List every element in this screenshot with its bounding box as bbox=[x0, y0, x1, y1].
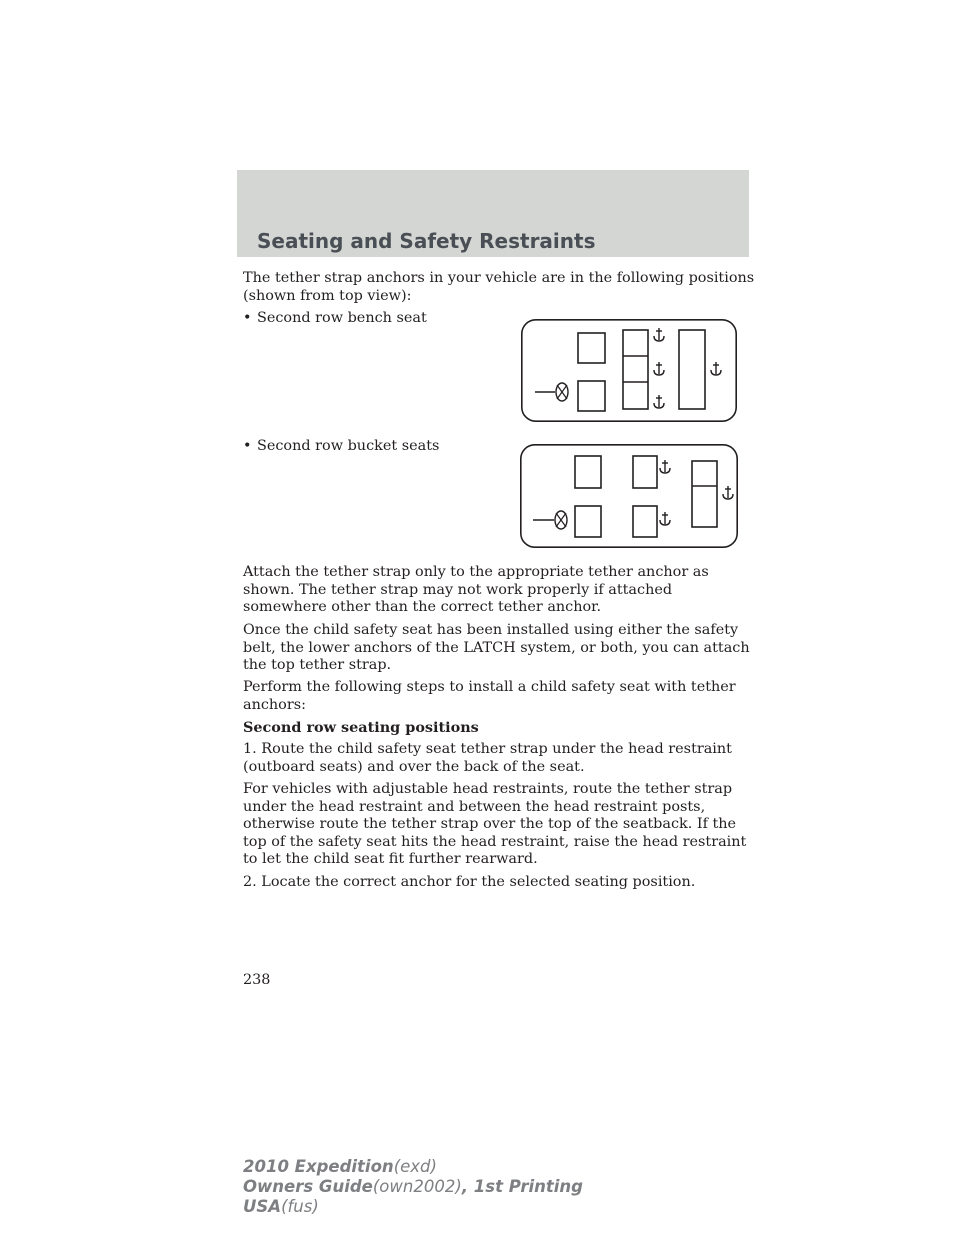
step-2: 2. Locate the correct anchor for the selected seating position. bbox=[243, 874, 696, 890]
bullet-label: Second row bench seat bbox=[257, 310, 427, 326]
footer-market-code: (fus) bbox=[281, 1197, 319, 1216]
paragraph-once-installed: Once the child safety seat has been installed using either the safety belt, the lower anchors of the LATCH system, or both, you can attach the top tether strap. bbox=[243, 622, 750, 674]
paragraph-attach: Attach the tether strap only to the appropriate tether anchor as shown. The tether strap may not work properly if attached somewhere other than the correct tether anchor. bbox=[243, 564, 709, 616]
bullet-dot: • bbox=[243, 438, 252, 454]
bucket-seats-diagram bbox=[520, 444, 738, 548]
footer-market: USA bbox=[243, 1197, 282, 1216]
page-number: 238 bbox=[243, 972, 271, 988]
bullet-bucket-seats bbox=[243, 438, 439, 456]
section-title: Seating and Safety Restraints bbox=[257, 229, 596, 253]
footer-model-code: (exd) bbox=[393, 1157, 437, 1176]
paragraph-perform-steps: Perform the following steps to install a child safety seat with tether anchors: bbox=[243, 679, 736, 713]
subheading-second-row: Second row seating positions bbox=[243, 719, 479, 736]
footer-guide: Owners Guide bbox=[243, 1177, 373, 1196]
bullet-label: Second row bucket seats bbox=[257, 438, 440, 454]
paragraph-adjustable-head-restraints: For vehicles with adjustable head restraints, route the tether strap under the head restraint and between the head restraint posts, otherwise route the tether strap over the top of the seatback. If the top of the safety seat hits the head restraint, raise the head restraint to let the child seat fit further rearward. bbox=[243, 781, 747, 868]
footer-print-info bbox=[243, 1157, 583, 1217]
footer-printing: , 1st Printing bbox=[461, 1177, 583, 1196]
bullet-dot: • bbox=[243, 310, 252, 326]
footer-model: 2010 Expedition bbox=[243, 1157, 394, 1176]
step-1: 1. Route the child safety seat tether strap under the head restraint (outboard seats) and over the back of the seat. bbox=[243, 741, 732, 775]
bullet-bench-seat bbox=[243, 310, 427, 328]
bench-seat-diagram bbox=[521, 319, 737, 422]
footer-guide-code: (own2002) bbox=[372, 1177, 462, 1196]
intro-paragraph: The tether strap anchors in your vehicle are in the following positions (shown from top view): bbox=[243, 270, 755, 304]
